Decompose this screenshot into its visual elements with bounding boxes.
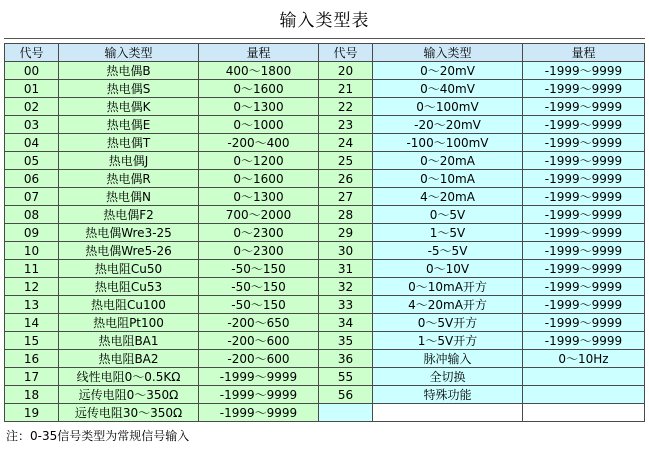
cell-type-2: 1～5V开方 [373, 332, 523, 350]
cell-code-2 [319, 404, 373, 422]
cell-type-2: 0～5V [373, 206, 523, 224]
table-row [5, 80, 645, 98]
cell-range-1: 0～1200 [199, 152, 319, 170]
table-row [5, 242, 645, 260]
cell-code-1: 12 [5, 278, 59, 296]
cell-code-2: 25 [319, 152, 373, 170]
cell-code-2: 33 [319, 296, 373, 314]
cell-type-2: -100～100mV [373, 134, 523, 152]
cell-code-2: 35 [319, 332, 373, 350]
cell-code-1: 09 [5, 224, 59, 242]
table-row [5, 62, 645, 80]
cell-type-2: -20～20mV [373, 116, 523, 134]
cell-range-1: 0～1600 [199, 80, 319, 98]
table-row [5, 206, 645, 224]
cell-code-1: 17 [5, 368, 59, 386]
cell-range-1: -1999～9999 [199, 368, 319, 386]
cell-range-2: -1999～9999 [523, 170, 645, 188]
cell-type-1: 热电阻Cu50 [59, 260, 199, 278]
cell-range-2: -1999～9999 [523, 116, 645, 134]
table-row [5, 314, 645, 332]
table-row [5, 260, 645, 278]
cell-code-2: 22 [319, 98, 373, 116]
cell-range-2: -1999～9999 [523, 296, 645, 314]
cell-range-2: -1999～9999 [523, 206, 645, 224]
cell-code-1: 11 [5, 260, 59, 278]
cell-type-1: 热电偶B [59, 62, 199, 80]
column-header-code-2: 代号 [319, 44, 373, 62]
cell-code-2: 31 [319, 260, 373, 278]
column-header-range-1: 量程 [199, 44, 319, 62]
cell-range-2 [523, 386, 645, 404]
cell-code-1: 15 [5, 332, 59, 350]
table-row [5, 98, 645, 116]
cell-range-1: -1999～9999 [199, 404, 319, 422]
cell-range-1: 700～2000 [199, 206, 319, 224]
cell-range-2: -1999～9999 [523, 62, 645, 80]
cell-type-2: 全切换 [373, 368, 523, 386]
cell-range-1: 0～1300 [199, 98, 319, 116]
cell-type-2: 特殊功能 [373, 386, 523, 404]
cell-type-2: 0～100mV [373, 98, 523, 116]
cell-range-1: -200～600 [199, 332, 319, 350]
cell-code-1: 00 [5, 62, 59, 80]
cell-type-1: 远传电阻0～350Ω [59, 386, 199, 404]
table-row [5, 170, 645, 188]
cell-type-2: 0～40mV [373, 80, 523, 98]
table-row [5, 152, 645, 170]
cell-range-2: 0～10Hz [523, 350, 645, 368]
column-header-type-1: 输入类型 [59, 44, 199, 62]
cell-type-1: 热电阻BA1 [59, 332, 199, 350]
cell-code-1: 10 [5, 242, 59, 260]
cell-code-1: 13 [5, 296, 59, 314]
cell-code-2: 30 [319, 242, 373, 260]
cell-range-1: 0～2300 [199, 242, 319, 260]
cell-code-2: 29 [319, 224, 373, 242]
cell-range-2: -1999～9999 [523, 224, 645, 242]
cell-range-1: -200～650 [199, 314, 319, 332]
cell-code-2: 26 [319, 170, 373, 188]
cell-range-2 [523, 368, 645, 386]
table-row [5, 296, 645, 314]
table-header [5, 44, 645, 62]
cell-code-2: 27 [319, 188, 373, 206]
cell-range-1: 0～2300 [199, 224, 319, 242]
cell-range-2: -1999～9999 [523, 98, 645, 116]
cell-code-2: 23 [319, 116, 373, 134]
cell-code-1: 16 [5, 350, 59, 368]
cell-type-1: 热电偶R [59, 170, 199, 188]
cell-type-1: 热电阻Cu53 [59, 278, 199, 296]
cell-type-2: 4～20mA [373, 188, 523, 206]
column-header-code-1: 代号 [5, 44, 59, 62]
cell-type-2: 0～5V开方 [373, 314, 523, 332]
cell-range-1: 0～1300 [199, 188, 319, 206]
cell-type-2: 0～10mA开方 [373, 278, 523, 296]
cell-code-2: 32 [319, 278, 373, 296]
cell-range-2: -1999～9999 [523, 152, 645, 170]
cell-type-1: 热电偶T [59, 134, 199, 152]
cell-code-1: 04 [5, 134, 59, 152]
table-row [5, 350, 645, 368]
cell-type-1: 热电偶K [59, 98, 199, 116]
cell-code-1: 05 [5, 152, 59, 170]
cell-range-1: -50～150 [199, 278, 319, 296]
cell-range-2: -1999～9999 [523, 188, 645, 206]
cell-range-2: -1999～9999 [523, 332, 645, 350]
cell-code-2: 55 [319, 368, 373, 386]
cell-type-1: 热电偶S [59, 80, 199, 98]
cell-range-2: -1999～9999 [523, 134, 645, 152]
cell-type-1: 热电阻Cu100 [59, 296, 199, 314]
cell-type-2: 1～5V [373, 224, 523, 242]
cell-code-2: 56 [319, 386, 373, 404]
cell-type-2: 0～20mV [373, 62, 523, 80]
input-type-table [4, 43, 645, 422]
cell-range-2: -1999～9999 [523, 242, 645, 260]
cell-code-1: 02 [5, 98, 59, 116]
cell-code-1: 01 [5, 80, 59, 98]
cell-code-1: 14 [5, 314, 59, 332]
table-row [5, 386, 645, 404]
cell-type-1: 热电阻Pt100 [59, 314, 199, 332]
cell-range-1: -50～150 [199, 260, 319, 278]
cell-code-2: 28 [319, 206, 373, 224]
table-header-row [5, 44, 645, 62]
table-row [5, 134, 645, 152]
cell-type-1: 热电阻BA2 [59, 350, 199, 368]
cell-code-1: 18 [5, 386, 59, 404]
table-note: 注：0-35信号类型为常规信号输入 [6, 429, 190, 443]
cell-range-1: 0～1600 [199, 170, 319, 188]
cell-code-2: 20 [319, 62, 373, 80]
cell-range-2: -1999～9999 [523, 278, 645, 296]
table-body [5, 62, 645, 422]
page-title: 输入类型表 [279, 11, 370, 31]
cell-type-1: 热电偶Wre3-25 [59, 224, 199, 242]
cell-type-1: 热电偶J [59, 152, 199, 170]
cell-type-1: 热电偶F2 [59, 206, 199, 224]
cell-range-1: -50～150 [199, 296, 319, 314]
cell-type-2: 4～20mA开方 [373, 296, 523, 314]
cell-type-2: 脉冲输入 [373, 350, 523, 368]
cell-code-1: 08 [5, 206, 59, 224]
cell-range-2 [523, 404, 645, 422]
table-row [5, 188, 645, 206]
cell-type-1: 热电偶Wre5-26 [59, 242, 199, 260]
cell-range-1: 0～1000 [199, 116, 319, 134]
cell-range-2: -1999～9999 [523, 314, 645, 332]
cell-type-1: 热电偶E [59, 116, 199, 134]
table-row [5, 404, 645, 422]
cell-range-2: -1999～9999 [523, 260, 645, 278]
cell-type-2: 0～10V [373, 260, 523, 278]
table-row [5, 278, 645, 296]
cell-code-1: 03 [5, 116, 59, 134]
cell-range-1: -200～600 [199, 350, 319, 368]
cell-code-1: 06 [5, 170, 59, 188]
title-divider [4, 38, 645, 39]
cell-type-1: 热电偶N [59, 188, 199, 206]
column-header-range-2: 量程 [523, 44, 645, 62]
cell-type-2: 0～20mA [373, 152, 523, 170]
cell-range-1: -1999～9999 [199, 386, 319, 404]
table-row [5, 332, 645, 350]
cell-range-1: -200～400 [199, 134, 319, 152]
cell-type-2: 0～10mA [373, 170, 523, 188]
cell-code-2: 21 [319, 80, 373, 98]
cell-type-2: -5～5V [373, 242, 523, 260]
cell-code-2: 34 [319, 314, 373, 332]
cell-type-1: 线性电阻0～0.5KΩ [59, 368, 199, 386]
table-row [5, 224, 645, 242]
cell-code-1: 19 [5, 404, 59, 422]
cell-code-2: 24 [319, 134, 373, 152]
table-row [5, 116, 645, 134]
table-row [5, 368, 645, 386]
cell-range-1: 400～1800 [199, 62, 319, 80]
cell-type-1: 远传电阻30～350Ω [59, 404, 199, 422]
cell-type-2 [373, 404, 523, 422]
cell-code-2: 36 [319, 350, 373, 368]
cell-code-1: 07 [5, 188, 59, 206]
cell-range-2: -1999～9999 [523, 80, 645, 98]
column-header-type-2: 输入类型 [373, 44, 523, 62]
